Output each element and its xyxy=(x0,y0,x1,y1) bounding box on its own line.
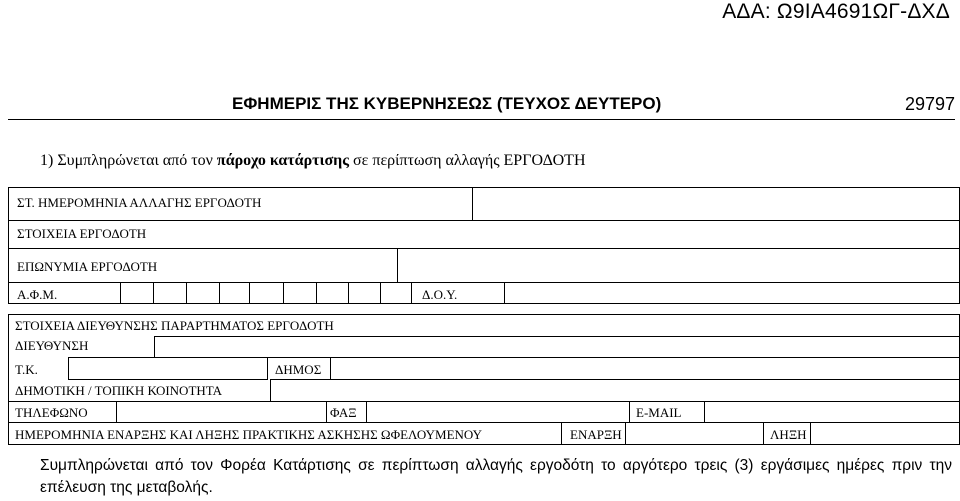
change-date-field[interactable] xyxy=(473,188,959,219)
start-label: ΕΝΑΡΞΗ xyxy=(570,427,622,442)
address-field[interactable] xyxy=(154,336,960,358)
branch-address-label: ΣΤΟΙΧΕΙΑ ΔΙΕΥΘΥΝΣΗΣ ΠΑΡΑΡΤΗΜΑΤΟΣ ΕΡΓΟΔΟΤΗ xyxy=(15,318,334,333)
afm-label: Α.Φ.Μ. xyxy=(17,287,58,302)
page-number: 29797 xyxy=(904,94,955,114)
afm-box-5 xyxy=(283,282,284,304)
employer-details-label: ΣΤΟΙΧΕΙΑ ΕΡΓΟΔΟΤΗ xyxy=(17,226,147,241)
afm-box-9 xyxy=(411,282,412,304)
municipality-label: ΔΗΜΟΣ xyxy=(275,362,322,377)
intro-bold: πάροχο κατάρτισης xyxy=(216,152,350,169)
branch-address-form xyxy=(8,314,960,445)
end-label: ΛΗΞΗ xyxy=(770,427,807,442)
afm-box-8 xyxy=(380,282,381,304)
afm-box-4 xyxy=(249,282,250,304)
start-end-divider xyxy=(763,423,764,445)
gazette-title: ΕΦΗΜΕΡΙΣ ΤΗΣ ΚΥΒΕΡΝΗΣΕΩΣ (ΤΕΥΧΟΣ ΔΕΥΤΕΡΟ) xyxy=(232,94,662,113)
afm-box-2 xyxy=(186,282,187,304)
row-divider-1 xyxy=(8,220,960,221)
dates-divider xyxy=(561,423,562,445)
afm-box-0 xyxy=(120,282,121,304)
dates-label: ΗΜΕΡΟΜΗΝΙΑ ΕΝΑΡΞΗΣ ΚΑΙ ΛΗΞΗΣ ΠΡΑΚΤΙΚΗΣ ΑΣΚΗΣΗΣ ΩΦΕΛΟΥΜΕΝΟΥ xyxy=(15,427,483,442)
phone-field[interactable] xyxy=(117,402,327,422)
doy-field[interactable] xyxy=(505,283,959,303)
intro-line xyxy=(40,152,586,170)
postal-code-field[interactable] xyxy=(68,357,268,380)
email-field[interactable] xyxy=(705,402,959,422)
fax-end-divider xyxy=(629,401,630,423)
employer-name-field[interactable] xyxy=(398,249,959,281)
end-date-field[interactable] xyxy=(811,424,959,444)
afm-box-1 xyxy=(153,282,154,304)
afm-box-7 xyxy=(348,282,349,304)
intro-prefix: 1) Συμπληρώνεται από τον xyxy=(40,152,217,169)
change-date-label: ΣΤ. ΗΜΕΡΟΜΗΝΙΑ ΑΛΛΑΓΗΣ ΕΡΓΟΔΟΤΗ xyxy=(17,195,262,210)
ada-code: ΑΔΑ: Ω9ΙΑ4691ΩΓ-ΔΧΔ xyxy=(722,0,950,23)
address-label: ΔΙΕΥΘΥΝΣΗ xyxy=(15,338,89,353)
fax-label: ΦΑΞ xyxy=(330,405,357,420)
header-rule xyxy=(8,119,955,120)
postal-code-label: Τ.Κ. xyxy=(15,362,38,377)
afm-box-6 xyxy=(316,282,317,304)
afm-box-3 xyxy=(219,282,220,304)
community-field[interactable] xyxy=(270,379,960,402)
phone-label: ΤΗΛΕΦΩΝΟ xyxy=(15,405,88,420)
fax-field[interactable] xyxy=(367,402,629,422)
employer-name-label: ΕΠΩΝΥΜΙΑ ΕΡΓΟΔΟΤΗ xyxy=(17,259,158,274)
municipality-field[interactable] xyxy=(330,357,960,380)
start-date-field[interactable] xyxy=(626,424,763,444)
doy-label: Δ.Ο.Υ. xyxy=(422,287,458,302)
email-label: E-MAIL xyxy=(636,405,682,420)
footer-note: Συμπληρώνεται από τον Φορέα Κατάρτισης σε περίπτωση αλλαγής εργοδότη το αργότερο τρεις (3) εργάσιμες ημέρες πριν την επέλευση της μεταβολής. xyxy=(40,457,952,496)
intro-suffix: σε περίπτωση αλλαγής ΕΡΓΟΔΟΤΗ xyxy=(349,152,586,169)
community-label: ΔΗΜΟΤΙΚΗ / ΤΟΠΙΚΗ ΚΟΙΝΟΤΗΤΑ xyxy=(15,383,223,398)
employer-change-form xyxy=(8,187,960,304)
phone-end-divider xyxy=(326,401,327,423)
